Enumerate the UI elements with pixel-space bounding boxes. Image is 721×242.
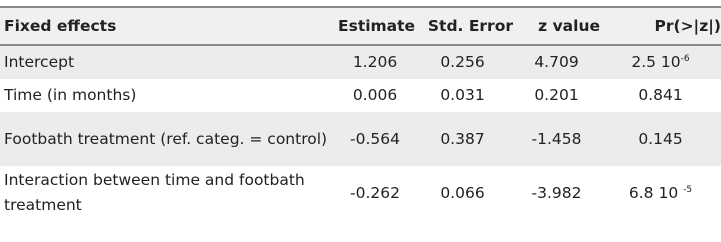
p-value-cell [600,45,721,79]
row-label: Interaction between time and footbath treatment [0,166,338,220]
row-label: Time (in months) [0,79,338,112]
table-row [0,166,721,220]
std-error-cell: 0.256 [412,45,513,79]
p-value-exponent: -6 [680,54,690,64]
p-value-cell [600,112,721,166]
z-value-cell: -1.458 [513,112,600,166]
estimate-cell: -0.262 [338,166,412,220]
row-label: Footbath treatment (ref. categ. = control) [0,112,338,166]
p-value-base: 2.5 10 [631,53,681,71]
table-row [0,112,721,166]
header-fixed-effects: Fixed effects [4,16,117,35]
p-value-exponent: -5 [683,184,693,195]
estimate-cell: -0.564 [338,112,412,166]
z-value-cell: -3.982 [513,166,600,220]
std-error-cell: 0.387 [412,112,513,166]
header-z-value: z value [538,16,600,35]
fixed-effects-table [0,6,721,220]
p-value-base: 0.145 [638,129,683,148]
std-error-cell: 0.031 [412,79,513,112]
p-value-base: 6.8 10 [628,183,684,202]
header-estimate: Estimate [338,16,416,35]
p-value-cell [600,79,721,112]
header-p-value: Pr(>|z|) [654,16,721,35]
estimate-cell: 1.206 [338,45,412,79]
header-std-error: Std. Error [427,16,513,35]
header-row [0,7,721,45]
estimate-cell: 0.006 [338,79,412,112]
z-value-cell: 4.709 [513,45,600,79]
table-row [0,79,721,112]
p-value-cell [600,166,721,220]
z-value-cell: 0.201 [513,79,600,112]
std-error-cell: 0.066 [412,166,513,220]
p-value-base: 0.841 [638,86,683,104]
table-row [0,45,721,79]
row-label: Intercept [0,45,338,79]
